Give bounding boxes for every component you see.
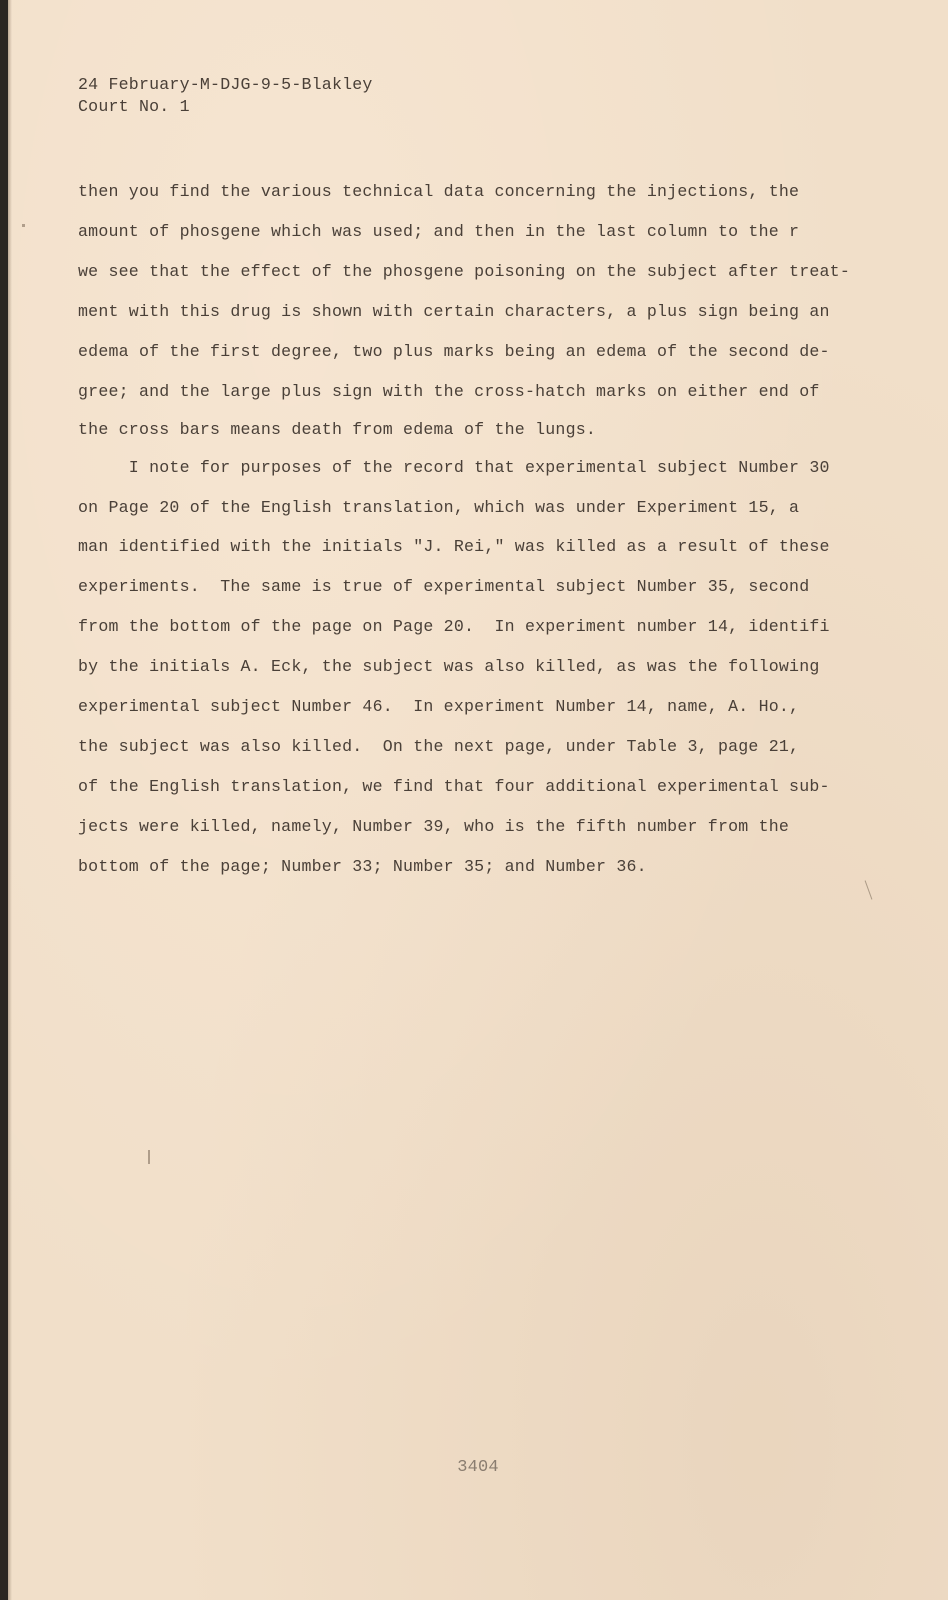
paper-blemish [865,880,873,899]
text-line: edema of the first degree, two plus marks being an edema of the second de- [78,342,830,361]
text-line: I note for purposes of the record that experimental subject Number 30 [78,458,830,477]
text-line: then you find the various technical data concerning the injections, the [78,182,800,201]
text-line: by the initials A. Eck, the subject was also killed, as was the following [78,656,820,676]
text-line: gree; and the large plus sign with the cross-hatch marks on either end of [78,382,820,401]
text-line: we see that the effect of the phosgene poisoning on the subject after treat- [78,262,850,281]
text-line: on Page 20 of the English translation, which was under Experiment 15, a [78,497,800,517]
text-line: jects were killed, namely, Number 39, who is the fifth number from the [78,816,790,836]
text-line: man identified with the initials "J. Rei," was killed as a result of these [78,536,830,556]
page-number: 3404 [457,1458,499,1477]
text-line: of the English translation, we find that four additional experimental sub- [78,776,830,796]
header-date-reference: 24 February-M-DJG-9-5-Blakley [78,75,373,94]
header-court-number: Court No. 1 [78,97,190,116]
text-line: the cross bars means death from edema of the lungs. [78,420,597,439]
text-line: ment with this drug is shown with certain characters, a plus sign being an [78,302,830,321]
paper-blemish [22,224,25,227]
transcript-body [78,172,868,887]
text-line: the subject was also killed. On the next page, under Table 3, page 21, [78,736,800,756]
document-header [78,74,373,118]
paper-blemish [148,1150,150,1164]
text-line: experimental subject Number 46. In experiment Number 14, name, A. Ho., [78,696,800,716]
text-line: bottom of the page; Number 33; Number 35; and Number 36. [78,856,647,876]
text-line: amount of phosgene which was used; and then in the last column to the r [78,222,800,241]
text-line: from the bottom of the page on Page 20. In experiment number 14, identifi [78,616,830,636]
document-page [8,0,948,1600]
text-line: experiments. The same is true of experimental subject Number 35, second [78,576,810,596]
